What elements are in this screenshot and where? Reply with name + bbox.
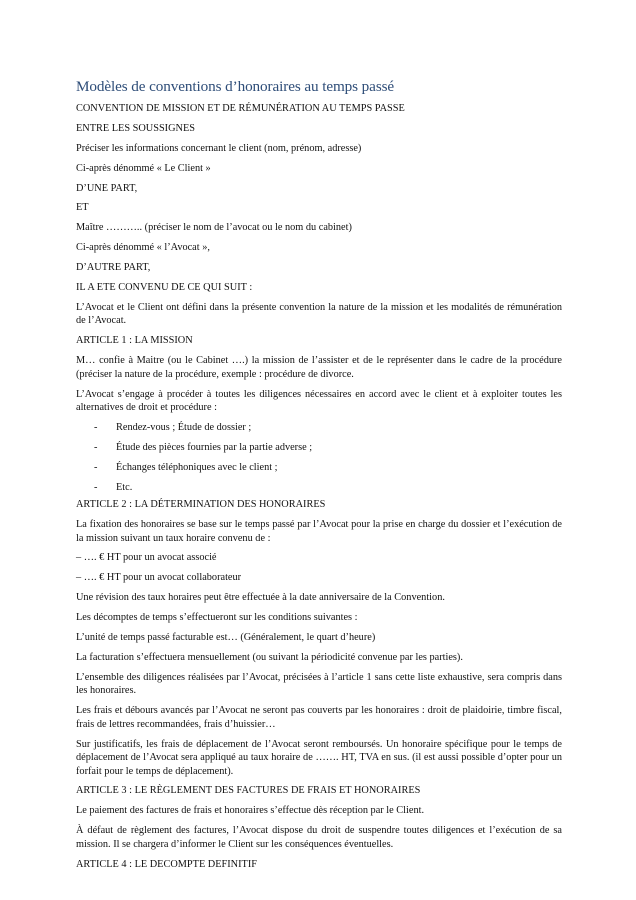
lawyer-text: Maître ……….. (préciser le nom de l’avocat ou le nom du cabinet) [76,222,352,234]
document-page [76,78,562,878]
convention-heading: CONVENTION DE MISSION ET DE RÉMUNÉRATION AU TEMPS PASSE [76,103,405,114]
list-item [76,461,562,475]
rate-associate: – …. € HT pour un avocat associé [76,552,217,564]
list-item-text: Étude des pièces fournies par la partie adverse ; [116,441,313,453]
between-heading: ENTRE LES SOUSSIGNES [76,122,195,134]
article3-paragraph-1: Le paiement des factures de frais et honoraires s’effectue dès réception par le Client. [76,805,425,817]
article2-paragraph-2: Une révision des taux horaires peut être effectuée à la date anniversaire de la Convention. [76,592,445,604]
list-dash: - [94,481,98,493]
list-dash: - [94,421,98,433]
and-text: ET [76,202,89,214]
article2-heading: ARTICLE 2 : LA DÉTERMINATION DES HONORAIRES [76,499,326,511]
document-title: Modèles de conventions d’honoraires au temps passé [76,78,395,95]
list-dash: - [94,441,98,453]
article2-paragraph-3: Les décomptes de temps s’effectueront sur les conditions suivantes : [76,612,358,624]
article2-paragraph-8: Sur justificatifs, les frais de déplacement de l’Avocat seront remboursés. Un honoraire spécifique pour le temps de déplacement de l’Avocat sera appliqué au taux horaire de ……. HT, TVA en sus. (il est aussi possible d’opter pour un forfait pour le temps de déplacement). [76,738,562,777]
list-item [76,421,562,435]
lawyer-named-text: Ci-après dénommé « l’Avocat », [76,242,210,254]
rate-collaborator: – …. € HT pour un avocat collaborateur [76,572,242,584]
article3-paragraph-2: À défaut de règlement des factures, l’Avocat dispose du droit de suspendre toutes diligences et l’exécution de sa mission. Il se chargera d’informer le Client sur les conséquences éventuelles. [76,825,562,850]
article2-paragraph-4: L’unité de temps passé facturable est… (Généralement, le quart d’heure) [76,631,376,643]
article2-paragraph-7: Les frais et débours avancés par l’Avocat ne seront pas couverts par les honoraires : droit de plaidoirie, timbre fiscal, frais de lettres recommandées, frais d’huissier… [76,705,562,730]
client-info-text: Préciser les informations concernant le client (nom, prénom, adresse) [76,142,362,154]
article4-heading: ARTICLE 4 : LE DECOMPTE DEFINITIF [76,858,257,870]
article2-paragraph-6: L’ensemble des diligences réalisées par l’Avocat, précisées à l’article 1 sans cette liste exhaustive, sera compris dans les honoraires. [76,671,562,697]
diligence-list [76,421,562,494]
article1-paragraph-2: L’Avocat s’engage à procéder à toutes les diligences nécessaires en accord avec le client et à exploiter toutes les alternatives de droit et procédure : [76,388,562,414]
list-item-text: Etc. [116,481,133,493]
article1-heading: ARTICLE 1 : LA MISSION [76,335,193,347]
agreed-heading: IL A ETE CONVENU DE CE QUI SUIT : [76,282,253,294]
list-dash: - [94,461,98,473]
list-item-text: Rendez-vous ; Étude de dossier ; [116,421,252,433]
list-item [76,481,562,495]
list-item-text: Échanges téléphoniques avec le client ; [116,461,278,473]
one-part-text: D’UNE PART, [76,182,138,194]
intro-paragraph: L’Avocat et le Client ont défini dans la présente convention la nature de la mission et les modalités de rémunération de l’Avocat. [76,301,562,327]
other-part-text: D’AUTRE PART, [76,262,151,274]
list-item [76,441,562,455]
article2-paragraph-5: La facturation s’effectuera mensuellement (ou suivant la périodicité convenue par les parties). [76,651,463,663]
article2-paragraph-1: La fixation des honoraires se base sur le temps passé par l’Avocat pour la prise en charge du dossier et l’exécution de la mission suivant un taux horaire convenu de : [76,519,562,544]
article1-paragraph-1: M… confie à Maitre (ou le Cabinet ….) la mission de l’assister et de le représenter dans le cadre de la procédure (préciser la nature de la procédure, exemple : procédure de divorce. [76,355,562,380]
article3-heading: ARTICLE 3 : LE RÈGLEMENT DES FACTURES DE FRAIS ET HONORAIRES [76,785,421,797]
client-named-text: Ci-après dénommé « Le Client » [76,162,211,174]
